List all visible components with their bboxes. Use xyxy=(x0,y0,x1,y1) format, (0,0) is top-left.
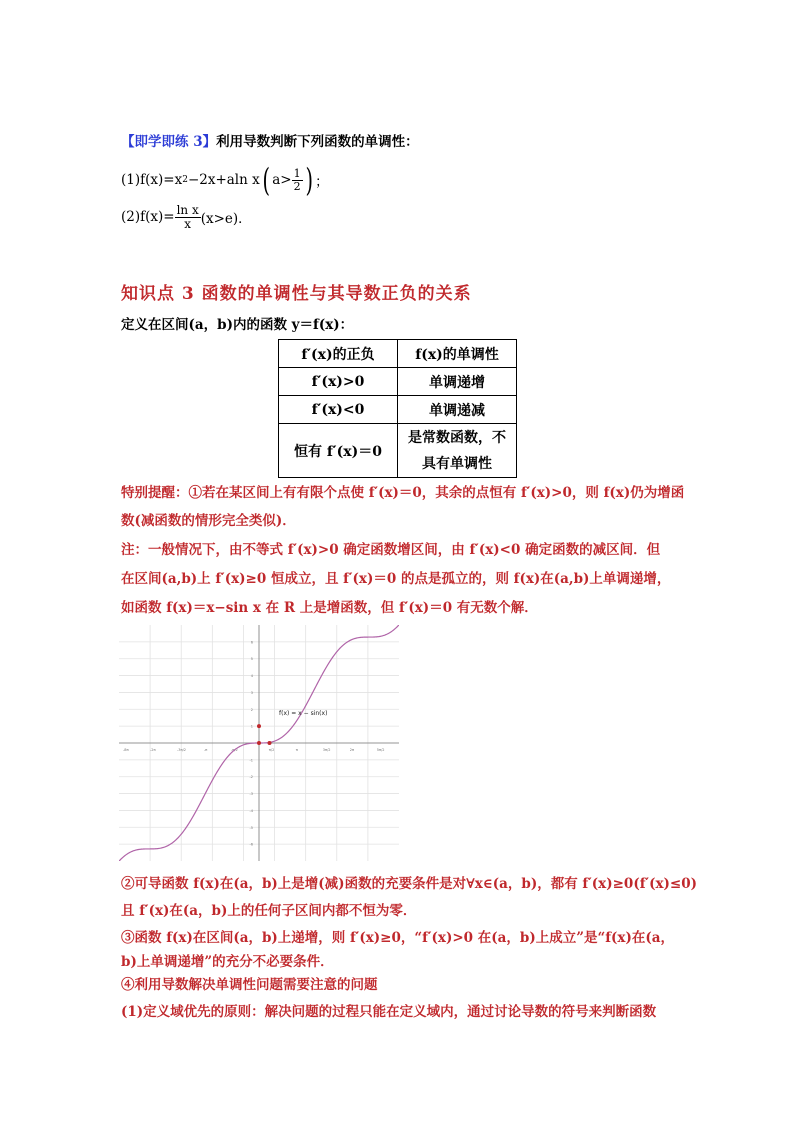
table-header-cell: f(x)的单调性 xyxy=(398,340,517,368)
monotonicity-table xyxy=(278,339,517,478)
practice-tag: 【即学即练 3】 xyxy=(121,134,217,150)
x-tick-label: 5π/2 xyxy=(376,748,385,752)
note-line-3: 如函数 f(x)＝x−sin x 在 R 上是增函数，但 f′(x)＝0 有无数个解． xyxy=(121,600,538,616)
x-tick-label: π xyxy=(295,748,298,752)
y-tick-label: 5 xyxy=(250,657,253,662)
chart-point xyxy=(257,741,261,745)
item2-prefix: (2)f(x)= xyxy=(121,209,175,225)
table-row xyxy=(279,424,517,478)
item1-end: ； xyxy=(315,174,329,190)
tip-line-1: 特别提醒：①若在某区间上有有限个点使 f′(x)＝0，其余的点恒有 f′(x)>0，则 f(x)仍为增函 xyxy=(121,485,685,501)
note-line-1: 注：一般情况下，由不等式 f′(x)>0 确定函数增区间，由 f′(x)<0 确定函数的减区间．但 xyxy=(121,542,661,558)
y-tick-label: 6 xyxy=(250,640,253,645)
y-tick-label: 1 xyxy=(250,724,253,729)
item2-end: (x>e)． xyxy=(200,211,252,227)
table-header-cell: f′(x)的正负 xyxy=(279,340,398,368)
x-tick-label: -π/2 xyxy=(231,748,238,752)
condition-5: (1)定义域优先的原则：解决问题的过程只能在定义域内，通过讨论导数的符号来判断函数 xyxy=(121,1004,657,1020)
y-tick-label: 4 xyxy=(250,674,253,679)
chart-function-label: f(x) = x − sin(x) xyxy=(279,710,328,717)
x-tick-label: -2π xyxy=(150,748,156,752)
table-row xyxy=(279,396,517,424)
practice-title: 利用导数判断下列函数的单调性： xyxy=(216,134,419,150)
item1-cond-lhs: a> xyxy=(272,172,292,188)
table-cell: 单调递增 xyxy=(398,368,517,396)
x-tick-label: 2π xyxy=(349,748,355,752)
y-tick-label: 2 xyxy=(250,707,253,712)
x-tick-label: π/2 xyxy=(268,748,275,752)
table-cell: 单调递减 xyxy=(398,396,517,424)
condition-4: ④利用导数解决单调性问题需要注意的问题 xyxy=(121,977,378,993)
condition-3-line-2: b)上单调递增”的充分不必要条件． xyxy=(121,954,334,970)
table-cell: 恒有 f′(x)＝0 xyxy=(279,424,398,478)
item2-fraction: $\frac{\text{ln x}}{x}$ xyxy=(176,202,199,231)
x-tick-label: -8π xyxy=(123,748,129,752)
y-tick-label: -1 xyxy=(249,758,253,763)
condition-2-line-2: 且 f′(x)在(a，b)上的任何子区间内都不恒为零． xyxy=(121,903,417,919)
left-paren: ( xyxy=(262,161,270,199)
tip-line-2: 数(减函数的情形完全类似)． xyxy=(121,513,296,529)
condition-3-line-1: ③函数 f(x)在区间(a，b)上递增，则 f′(x)≥0，“f′(x)>0 在(a，b)上成立”是“f(x)在(a， xyxy=(121,930,675,946)
x-tick-label: -3π/2 xyxy=(177,748,187,752)
item1-mid: −2x+aln x xyxy=(187,172,260,188)
table-header-row xyxy=(279,340,517,368)
knowledge-point-heading: 知识点 3 函数的单调性与其导数正负的关系 xyxy=(121,284,472,304)
y-tick-label: 3 xyxy=(250,690,253,695)
x-tick-label: -π xyxy=(204,748,208,752)
function-graph xyxy=(119,625,399,861)
item1-cond-fraction: $\frac{1}{2}$ xyxy=(293,166,301,193)
table-row xyxy=(279,368,517,396)
table-cell: f′(x)>0 xyxy=(279,368,398,396)
practice-heading xyxy=(121,130,419,150)
table-cell: 是常数函数，不具有单调性 xyxy=(398,424,517,478)
x-tick-label: 3π/2 xyxy=(322,748,331,752)
chart-point xyxy=(268,741,272,745)
practice-item-1: (1)f(x)=x 2 −2x+aln x ( a> $\frac{1}{2}$ ) ； xyxy=(121,161,329,199)
y-tick-label: -6 xyxy=(249,842,253,847)
condition-2-line-1: ②可导函数 f(x)在(a，b)上是增(减)函数的充要条件是对∀x∈(a，b)，都有 f′(x)≥0(f′(x)≤0) xyxy=(121,876,697,892)
table-cell: f′(x)<0 xyxy=(279,396,398,424)
right-paren: ) xyxy=(305,161,313,199)
knowledge-point-intro: 定义在区间(a，b)内的函数 y＝f(x)： xyxy=(121,317,354,333)
y-tick-label: -4 xyxy=(249,808,253,813)
chart-point xyxy=(257,724,261,728)
note-line-2: 在区间(a,b)上 f′(x)≥0 恒成立，且 f′(x)＝0 的点是孤立的，则 f(x)在(a,b)上单调递增， xyxy=(121,571,671,587)
item1-prefix: (1)f(x)=x xyxy=(121,172,183,188)
practice-item-2 xyxy=(121,200,252,234)
y-tick-label: -3 xyxy=(249,792,253,797)
y-tick-label: -5 xyxy=(249,825,253,830)
y-tick-label: -2 xyxy=(249,775,253,780)
